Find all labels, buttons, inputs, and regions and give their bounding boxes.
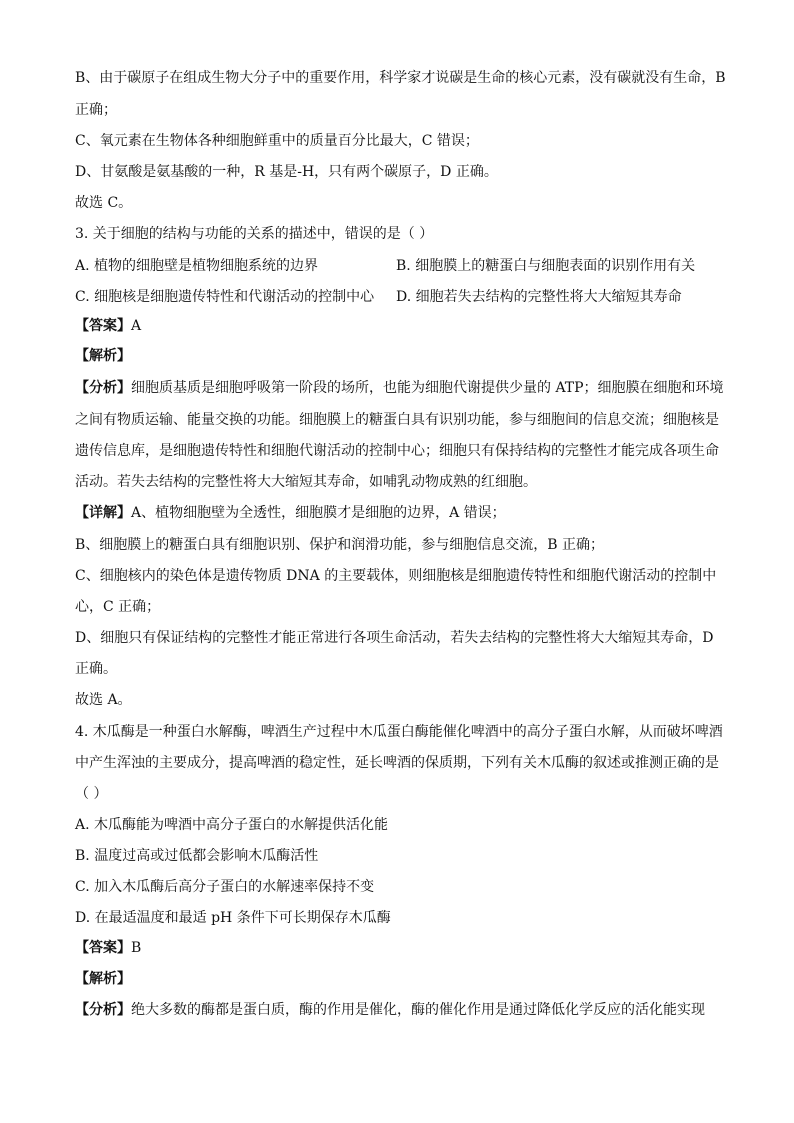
question-3-detail-c-cont: 心，C 正确； (75, 599, 161, 615)
question-3-detail: 【详解】A、植物细胞壁为全透性，细胞膜才是细胞的边界，A 错误； (75, 505, 506, 521)
option-d-explanation: D、甘氨酸是氨基酸的一种，R 基是-H，只有两个碳原子，D 正确。 (75, 164, 498, 180)
question-4-answer (75, 938, 725, 958)
question-4-stem-cont: 中产生浑浊的主要成分，提高啤酒的稳定性，延长啤酒的保质期，下列有关木瓜酶的叙述或推测正确的是 (75, 755, 719, 771)
question-3-option-d: D. 细胞若失去结构的完整性将大大缩短其寿命 (396, 289, 682, 305)
answer-value: B (131, 940, 142, 956)
question-4-stem-cont: （ ） (75, 786, 108, 802)
answer-selection: 故选 A。 (75, 692, 132, 708)
answer-label: 【答案】 (75, 318, 131, 334)
question-3-option-b: B. 细胞膜上的糖蛋白与细胞表面的识别作用有关 (396, 258, 696, 274)
answer-selection: 故选 C。 (75, 195, 133, 211)
question-4-option-a: A. 木瓜酶能为啤酒中高分子蛋白的水解提供活化能 (75, 817, 389, 833)
question-3-detail-d: D、细胞只有保证结构的完整性才能正常进行各项生命活动，若失去结构的完整性将大大缩短其寿命，D (75, 630, 714, 646)
option-c-explanation: C、氧元素在生物体各种细胞鲜重中的质量百分比最大，C 错误； (75, 133, 479, 149)
question-3-option-c: C. 细胞核是细胞遗传特性和代谢活动的控制中心 (75, 289, 375, 305)
analysis-label: 【分析】 (75, 380, 131, 396)
question-3-option-a: A. 植物的细胞壁是植物细胞系统的边界 (75, 258, 319, 274)
question-3-analysis-heading: 【解析】 (75, 348, 131, 364)
question-3-analysis-cont: 之间有物质运输、能量交换的功能。细胞膜上的糖蛋白具有识别功能，参与细胞间的信息交流；细胞核是 (75, 412, 719, 428)
question-3-analysis-cont: 活动。若失去结构的完整性将大大缩短其寿命，如哺乳动物成熟的红细胞。 (75, 474, 537, 490)
question-3-analysis: 【分析】细胞质基质是细胞呼吸第一阶段的场所，也能为细胞代谢提供少量的 ATP；细胞膜在细胞和环境 (75, 380, 724, 396)
answer-label: 【答案】 (75, 940, 131, 956)
question-3-detail-b: B、细胞膜上的糖蛋白具有细胞识别、保护和润滑功能，参与细胞信息交流，B 正确； (75, 537, 605, 553)
analysis-label: 【分析】 (75, 1002, 131, 1018)
answer-value: A (131, 318, 142, 334)
question-4-stem: 4. 木瓜酶是一种蛋白水解酶，啤酒生产过程中木瓜蛋白酶能催化啤酒中的高分子蛋白水解，从而破坏啤酒 (75, 724, 723, 740)
option-b-explanation: B、由于碳原子在组成生物大分子中的重要作用，科学家才说碳是生命的核心元素，没有碳就没有生命，B (75, 70, 726, 86)
question-3-detail-d-cont: 正确。 (75, 661, 117, 677)
question-4-analysis: 【分析】绝大多数的酶都是蛋白质，酶的作用是催化，酶的催化作用是通过降低化学反应的活化能实现 (75, 1002, 705, 1018)
question-4-option-b: B. 温度过高或过低都会影响木瓜酶活性 (75, 848, 319, 864)
question-4-option-d: D. 在最适温度和最适 pH 条件下可长期保存木瓜酶 (75, 910, 391, 926)
question-3-detail-c: C、细胞核内的染色体是遗传物质 DNA 的主要载体，则细胞核是细胞遗传特性和细胞代谢活动的控制中 (75, 568, 717, 584)
detail-label: 【详解】 (75, 505, 131, 521)
question-4-option-c: C. 加入木瓜酶后高分子蛋白的水解速率保持不变 (75, 879, 375, 895)
question-3-stem: 3. 关于细胞的结构与功能的关系的描述中，错误的是（ ） (75, 226, 434, 242)
question-3-answer (75, 316, 725, 336)
option-b-explanation-cont: 正确； (75, 102, 117, 118)
question-4-analysis-heading: 【解析】 (75, 971, 131, 987)
question-3-analysis-cont: 遗传信息库，是细胞遗传特性和细胞代谢活动的控制中心；细胞只有保持结构的完整性才能完成各项生命 (75, 443, 719, 459)
